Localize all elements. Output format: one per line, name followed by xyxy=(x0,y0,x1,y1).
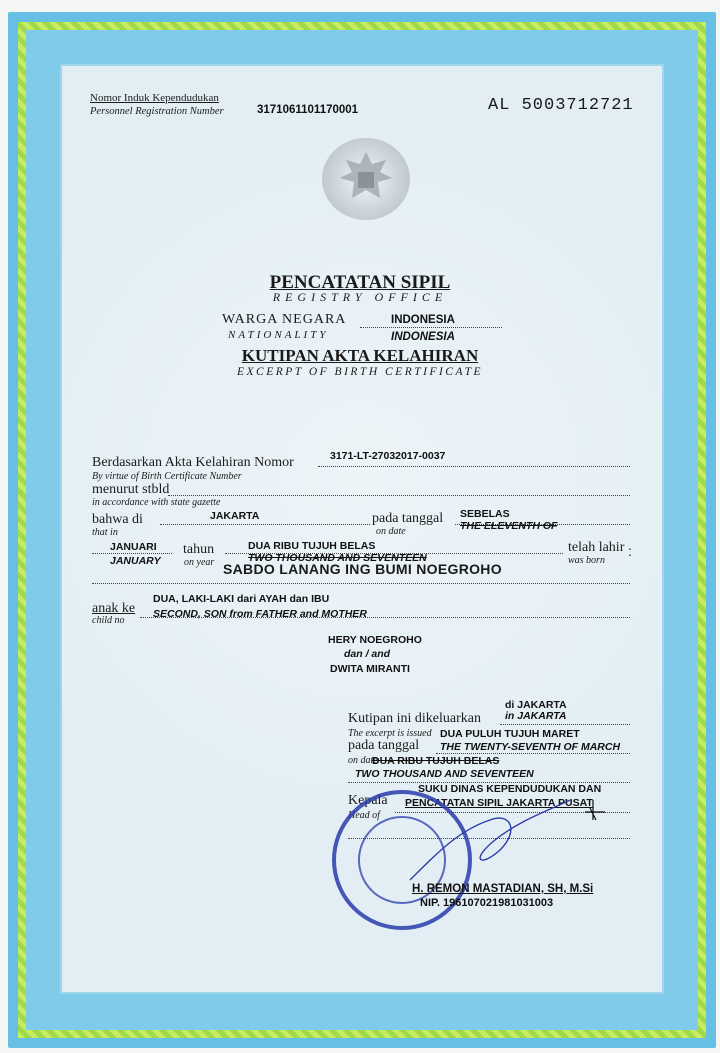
place-label-en: that in xyxy=(92,527,118,538)
date-label-en: on date xyxy=(376,526,406,537)
nationality-dotline xyxy=(360,327,502,328)
born-colon: : xyxy=(628,543,632,559)
year-value-en: TWO THOUSAND AND SEVENTEEN xyxy=(248,552,427,564)
date-dotline xyxy=(455,524,630,525)
stbld-label: menurut stbld xyxy=(92,482,170,497)
nationality-value-en: INDONESIA xyxy=(391,331,455,343)
nationality-label-en: NATIONALITY xyxy=(228,329,329,341)
month-dotline xyxy=(92,553,172,554)
born-label: telah lahir xyxy=(568,540,625,555)
stbld-label-en: in accordance with state gazette xyxy=(92,497,221,508)
nationality-value: INDONESIA xyxy=(391,314,455,326)
issued-date-en: THE TWENTY-SEVENTH OF MARCH xyxy=(440,741,621,753)
place-dotline xyxy=(160,524,370,525)
head-office-line1: SUKU DINAS KEPENDUDUKAN DAN xyxy=(418,783,602,795)
nationality-label: WARGA NEGARA xyxy=(222,312,347,327)
cert-number-label: Berdasarkan Akta Kelahiran Nomor xyxy=(92,455,294,470)
place-label: bahwa di xyxy=(92,512,143,527)
issued-label-en: The excerpt is issued xyxy=(348,728,432,739)
cert-number-dotline xyxy=(318,466,630,467)
child-no-label: anak ke xyxy=(92,601,136,616)
issued-place: di JAKARTA xyxy=(505,699,567,711)
date-value-en: THE ELEVENTH OF xyxy=(460,520,558,532)
child-no-label-en: child no xyxy=(92,615,125,626)
garuda-seal-icon xyxy=(322,138,410,220)
issued-year-en: TWO THOUSAND AND SEVENTEEN xyxy=(355,768,534,780)
year-value: DUA RIBU TUJUH BELAS xyxy=(248,540,376,552)
issued-date-label: pada tanggal xyxy=(348,738,420,753)
month-value-en: JANUARY xyxy=(110,555,161,567)
year-label-en: on year xyxy=(184,557,215,568)
issued-date: DUA PULUH TUJUH MARET xyxy=(440,728,580,740)
stbld-dotline xyxy=(168,495,630,496)
head-label: Kepala xyxy=(348,793,388,808)
nik-label-en: Personnel Registration Number xyxy=(90,106,224,117)
signatory-name: H. REMON MASTADIAN, SH, M.Si xyxy=(412,883,594,895)
issued-year: DUA RIBU TUJUH BELAS xyxy=(372,755,500,767)
mother-name: DWITA MIRANTI xyxy=(330,663,410,675)
date-value: SEBELAS xyxy=(460,508,510,520)
child-no-value: DUA, LAKI-LAKI dari AYAH dan IBU xyxy=(153,593,330,605)
issued-place-dotline xyxy=(500,724,630,725)
place-value: JAKARTA xyxy=(210,510,260,522)
head-office-line2: PENCATATAN SIPIL JAKARTA PUSAT xyxy=(405,797,593,809)
cert-number-label-en: By virtue of Birth Certificate Number xyxy=(92,471,242,482)
excerpt-title: KUTIPAN AKTA KELAHIRAN xyxy=(241,346,479,365)
cert-number-value: 3171-LT-27032017-0037 xyxy=(330,450,446,462)
head-label-en: Head of xyxy=(348,810,380,821)
serial-number: AL 5003712721 xyxy=(488,96,634,115)
child-no-value-en: SECOND, SON from FATHER and MOTHER xyxy=(153,608,367,620)
issued-label: Kutipan ini dikeluarkan xyxy=(348,711,481,726)
month-value: JANUARI xyxy=(110,541,157,553)
issued-place-en: in JAKARTA xyxy=(505,710,567,722)
child-name: SABDO LANANG ING BUMI NOEGROHO xyxy=(223,561,502,577)
nik-value: 3171061101170001 xyxy=(257,104,359,116)
year-dotline xyxy=(225,553,563,554)
excerpt-title-en: EXCERPT OF BIRTH CERTIFICATE xyxy=(236,366,483,378)
office-title: PENCATATAN SIPIL xyxy=(269,272,451,293)
year-label: tahun xyxy=(183,542,215,557)
date-label: pada tanggal xyxy=(372,511,444,526)
office-title-en: REGISTRY OFFICE xyxy=(272,290,448,304)
issued-date-label-en: on date xyxy=(348,755,378,766)
child-no-dotline xyxy=(140,617,630,618)
born-label-en: was born xyxy=(568,555,605,566)
name-dotline xyxy=(92,583,630,584)
father-name: HERY NOEGROHO xyxy=(328,634,422,646)
nik-label: Nomor Induk Kependudukan xyxy=(90,92,219,104)
issued-date-dotline xyxy=(436,753,630,754)
and-text: dan / and xyxy=(344,648,391,660)
signatory-nip: NIP. 196107021981031003 xyxy=(420,897,554,909)
